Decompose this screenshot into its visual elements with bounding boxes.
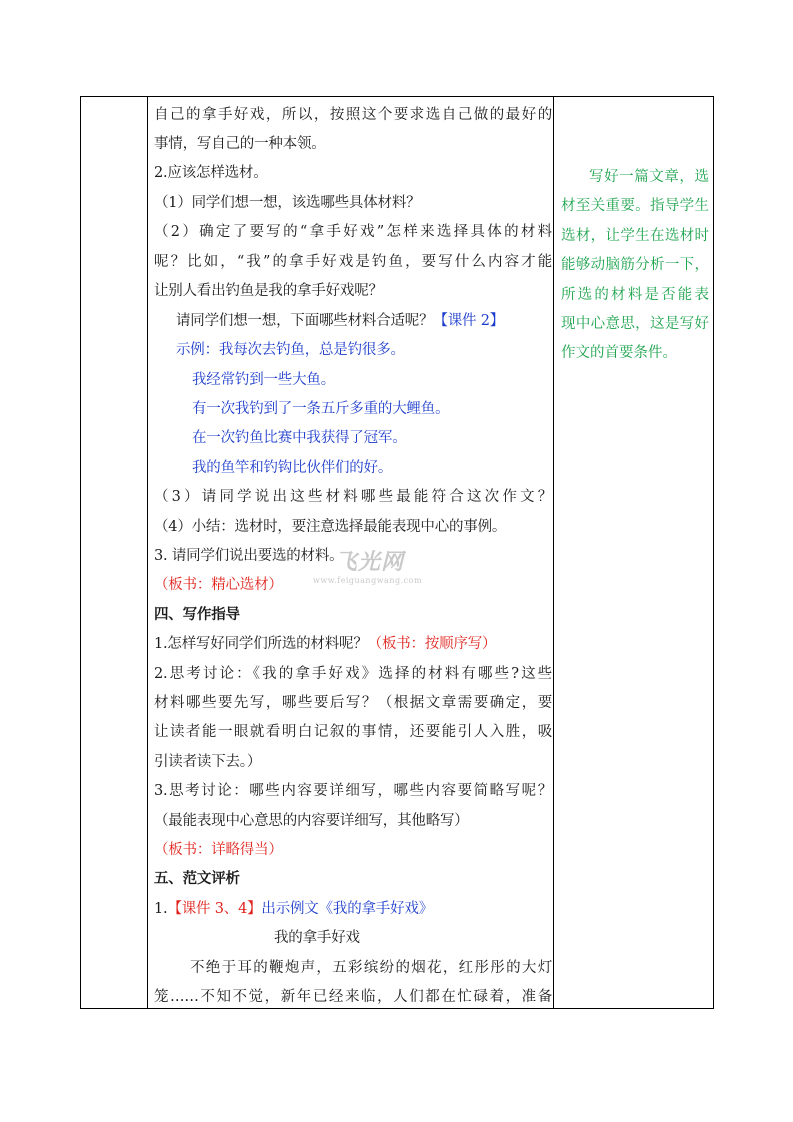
text-line: 呢？比如，“我”的拿手好戏是钓鱼，要写什么内容才能 [154,254,552,270]
example-line: 我的鱼竿和钓钩比伙伴们的好。 [192,460,393,476]
text-line [154,899,433,919]
column-divider-left [147,97,148,1008]
example-line: 示例：我每次去钓鱼，总是钓很多。 [176,342,405,358]
text-line [154,634,496,654]
text-line: 2.思考讨论：《我的拿手好戏》选择的材料有哪些?这些 [154,666,552,682]
text-segment: 出示例文《我的拿手好戏》 [261,901,434,917]
courseware-tag: 【课件 3、4】 [167,901,262,917]
text-segment: 请同学们想一想，下面哪些材料合适呢？ [176,313,434,329]
blackboard-note: （板书：按顺序写） [367,636,497,652]
text-line: 3.思考讨论：哪些内容要详细写，哪些内容要简略写呢？ [154,783,552,799]
watermark [313,545,423,585]
text-segment: 1. [154,901,168,917]
example-line: 在一次钓鱼比赛中我获得了冠军。 [192,430,407,446]
text-line: 让读者能一眼就看明白记叙的事情，还要能引人入胜，吸 [154,724,552,740]
column-divider-right [553,97,554,1008]
text-line: （3）请同学说出这些材料哪些最能符合这次作文？ [154,489,552,505]
essay-line: 笼……不知不觉，新年已经来临，人们都在忙碌着，准备 [154,989,552,1005]
text-line: 事情，写自己的一种本领。 [154,136,326,152]
blackboard-note: （板书：详略得当） [154,842,283,858]
side-line: 作文的首要条件。 [561,345,677,361]
text-line: 材料哪些要先写，哪些要后写？（根据文章需要确定，要 [154,695,552,711]
watermark-logo: 飞光网 [335,549,405,575]
text-segment: 1.怎样写好同学们所选的材料呢？ [154,636,368,652]
text-line: （4）小结：选材时，要注意选择最能表现中心的事例。 [154,519,507,535]
text-line: （2）确定了要写的“拿手好戏”怎样来选择具体的材料 [154,224,552,240]
essay-title: 我的拿手好戏 [274,930,360,946]
text-line: 自己的拿手好戏，所以，按照这个要求选自己做的最好的 [154,107,552,123]
section-heading: 五、范文评析 [154,870,240,887]
section-heading: 四、写作指导 [154,606,240,623]
text-line: （最能表现中心意思的内容要详细写，其他略写） [154,813,469,829]
example-line: 有一次我钓到了一条五斤多重的大鲤鱼。 [192,401,450,417]
watermark-url: www.feiguangwang.com [313,576,423,585]
side-line: 写好一篇文章，选 [589,169,709,185]
side-line: 所选的材料是否能表 [561,287,709,303]
text-line: （1）同学们想一想，该选哪些具体材料？ [154,195,421,211]
essay-line: 不绝于耳的鞭炮声，五彩缤纷的烟花，红彤彤的大灯 [190,960,552,976]
example-line: 我经常钓到一些大鱼。 [192,372,335,388]
blackboard-note: （板书：精心选材） [154,577,283,593]
side-line: 能够动脑筋分析一下， [561,257,709,273]
side-line: 材至关重要。指导学生 [561,198,709,214]
side-line: 选材，让学生在选材时 [561,228,709,244]
courseware-tag: 【课件 2】 [433,313,505,329]
text-line: 2.应该怎样选材。 [154,165,268,181]
side-line: 现中心意思，这是写好 [561,316,709,332]
text-line: 3. 请同学们说出要选的材料。 [154,548,344,564]
text-line: 让别人看出钓鱼是我的拿手好戏呢？ [154,283,383,299]
text-line [176,311,504,331]
text-line: 引读者读下去。） [154,754,262,770]
